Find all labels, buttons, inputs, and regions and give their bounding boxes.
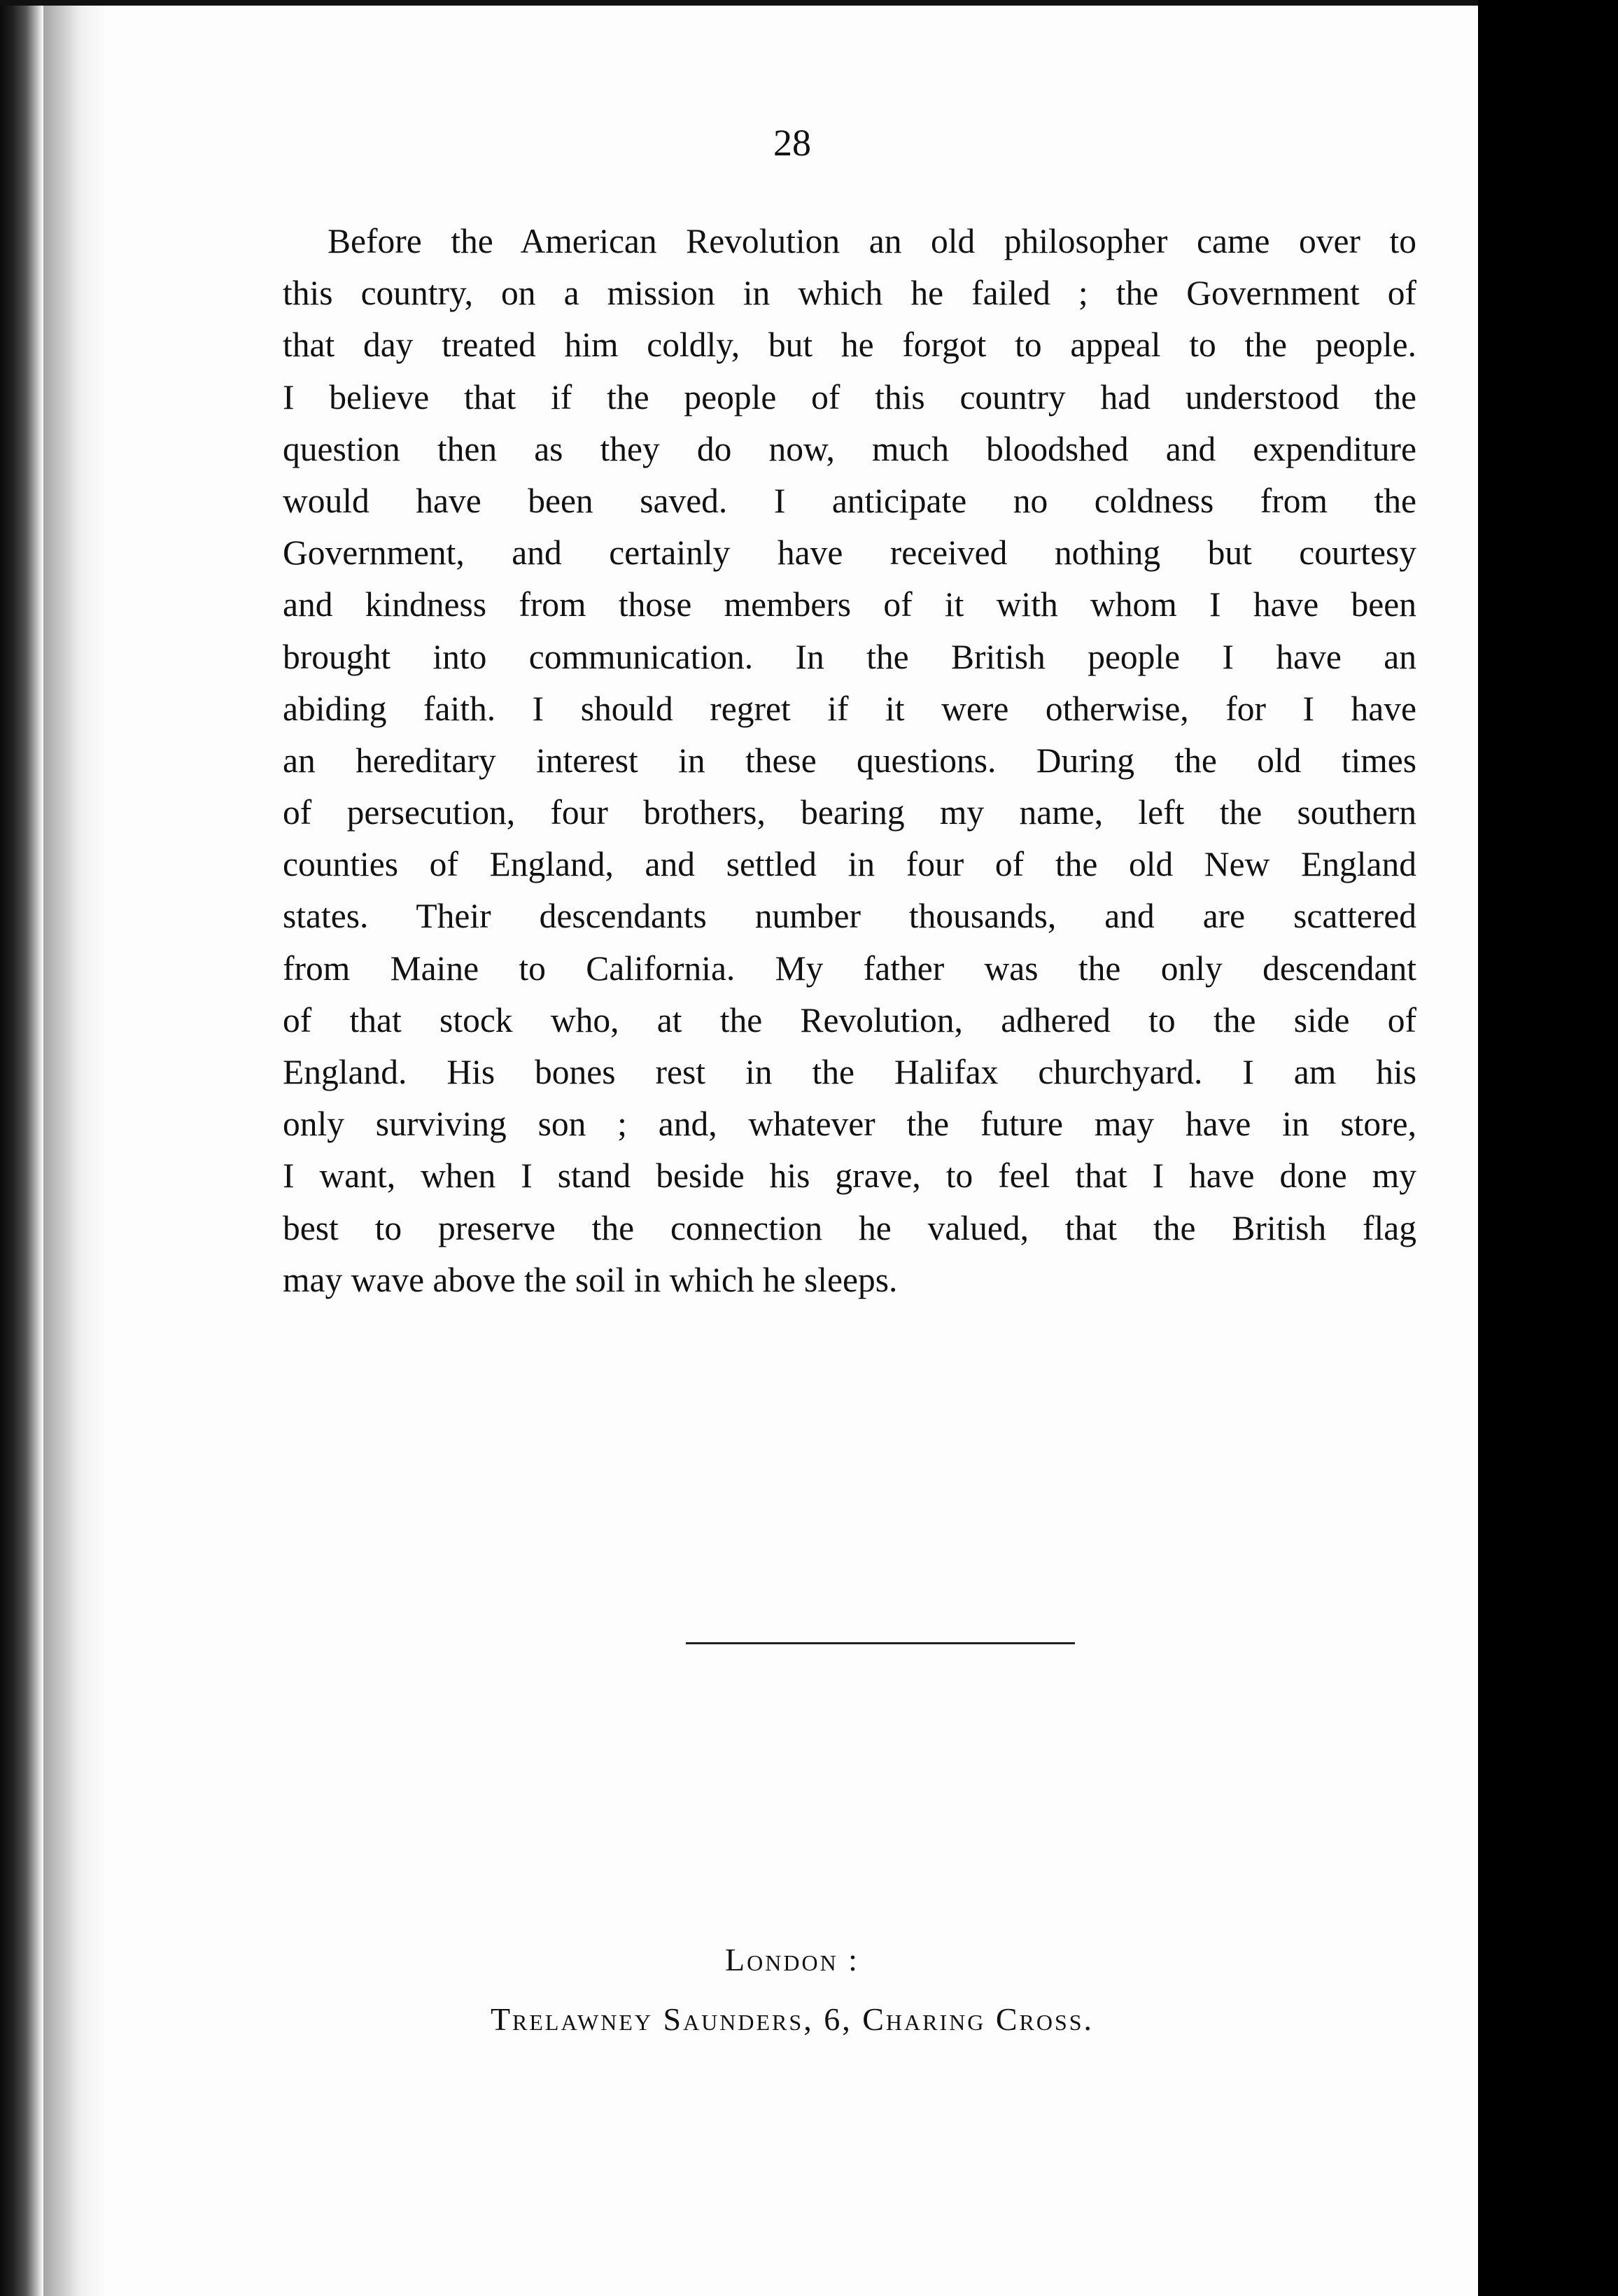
text-line: from Maine to California. My father was the only descendant [283,948,1416,988]
text-line: abiding faith. I should regret if it were otherwise, for I have [283,689,1416,728]
scan-border-right [1478,0,1618,2296]
scan-border-left [0,0,43,2296]
text-line: brought into communication. In the British people I have an [283,637,1416,676]
imprint-city: London : [725,1942,859,1977]
text-line: question then as they do now, much bloodshed and expenditure [283,429,1416,468]
text-line: of that stock who, at the Revolution, adhered to the side of [283,1000,1416,1040]
text-line: states. Their descendants number thousands, and are scattered [283,897,1416,936]
text-line: this country, on a mission in which he failed ; the Government of [283,274,1416,313]
page-number: 28 [773,122,811,164]
imprint-publisher: Trelawney Saunders, 6, Charing Cross. [490,2001,1095,2037]
text-line: Government, and certainly have received nothing but courtesy [283,533,1416,573]
text-line: would have been saved. I anticipate no coldness from the [283,481,1416,520]
text-line: I want, when I stand beside his grave, to feel that I have done my [283,1156,1416,1196]
text-line: counties of England, and settled in four of the old New England [283,845,1416,884]
text-line: I believe that if the people of this country had understood the [283,377,1416,416]
text-line: Before the American Revolution an old philosopher came over to [328,222,1416,260]
scan-border-top [0,0,1618,6]
text-line: may wave above the soil in which he sleeps. [283,1260,898,1299]
text-line: best to preserve the connection he valued, that the British flag [283,1208,1416,1247]
text-line: that day treated him coldly, but he forgot to appeal to the people. [283,326,1416,365]
body-paragraph [283,216,1416,1306]
document-page [43,6,1478,2296]
text-line: England. His bones rest in the Halifax churchyard. I am his [283,1053,1416,1091]
section-divider-rule [686,1642,1075,1644]
text-line: only surviving son ; and, whatever the future may have in store, [283,1105,1416,1144]
text-line: an hereditary interest in these questions. During the old times [283,741,1416,780]
text-line: of persecution, four brothers, bearing my name, left the southern [283,793,1416,832]
text-line: and kindness from those members of it with whom I have been [283,585,1416,624]
